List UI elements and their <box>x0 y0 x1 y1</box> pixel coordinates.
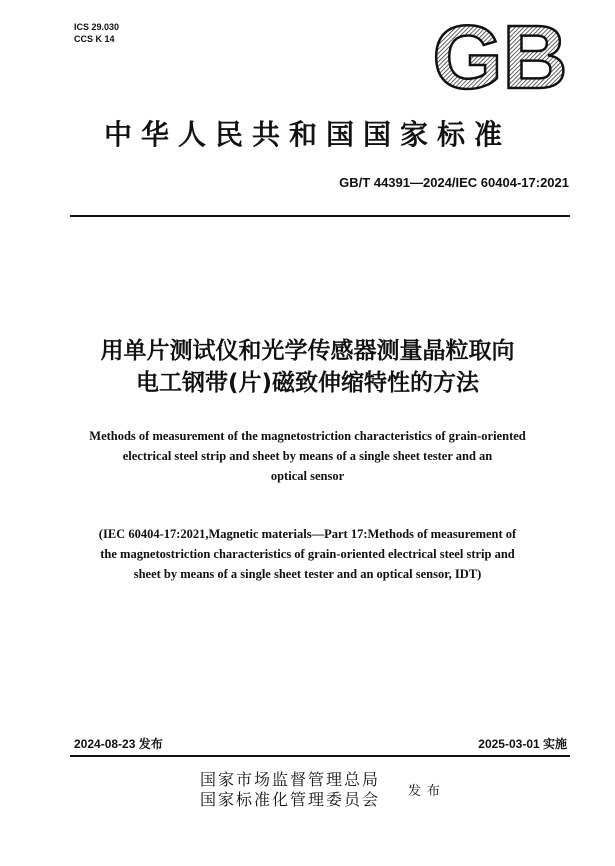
gb-logo-text: GB <box>432 16 568 96</box>
title-english-line-2: electrical steel strip and sheet by means of a single sheet tester and an <box>122 449 493 463</box>
identical-adoption-note <box>60 524 555 584</box>
idt-line-2: the magnetostriction characteristics of grain-oriented electrical steel strip and <box>100 547 515 561</box>
idt-line-1: (IEC 60404-17:2021,Magnetic materials—Part 17:Methods of measurement of <box>98 527 517 541</box>
gb-logo <box>420 16 580 96</box>
issuing-authorities <box>200 770 380 810</box>
title-english-line-3: optical sensor <box>270 469 345 483</box>
top-divider <box>70 215 570 217</box>
classification-codes <box>74 21 119 45</box>
publication-date: 2024-08-23 发布 <box>74 737 163 751</box>
issue-label: 发布 <box>408 784 447 799</box>
idt-line-3: sheet by means of a single sheet tester and an optical sensor, IDT) <box>133 567 482 581</box>
issuer-samr: 国家市场监督管理总局 <box>200 770 381 789</box>
issuer-sac: 国家标准化管理委员会 <box>200 790 381 809</box>
title-english <box>60 426 555 486</box>
implementation-date: 2025-03-01 实施 <box>478 737 567 751</box>
bottom-divider <box>70 755 570 757</box>
ics-code: ICS 29.030 <box>74 22 120 32</box>
ccs-code: CCS K 14 <box>74 34 115 44</box>
title-english-line-1: Methods of measurement of the magnetostriction characteristics of grain-oriented <box>89 429 526 443</box>
title-chinese-line-2: 电工钢带(片)磁致伸缩特性的方法 <box>135 370 480 396</box>
standard-name: 中华人民共和国国家标准 <box>103 118 511 151</box>
standard-code: GB/T 44391—2024/IEC 60404-17:2021 <box>339 175 569 190</box>
title-chinese <box>0 335 615 399</box>
title-chinese-line-1: 用单片测试仪和光学传感器测量晶粒取向 <box>100 338 515 364</box>
